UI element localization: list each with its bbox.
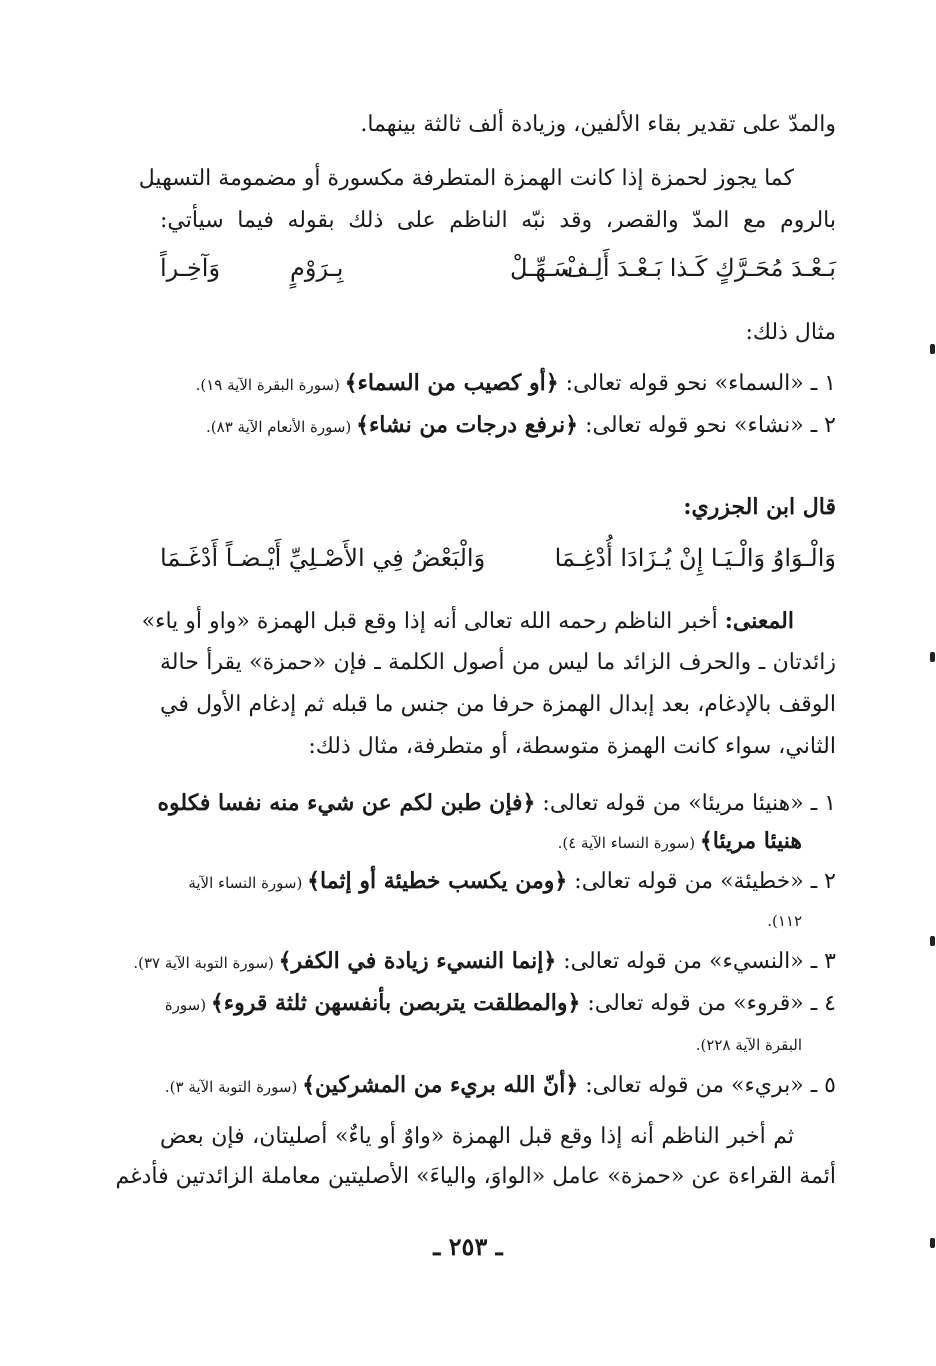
entry-1-line-2 <box>558 826 802 858</box>
margin-mark <box>930 936 935 946</box>
example-1-quote: ﴿أو كصيب من السماء﴾ <box>344 370 559 396</box>
entry-2-line-1 <box>188 866 836 898</box>
text-line-3: بالروم مع المدّ والقصر، وقد نبّه الناظم على ذلك بقوله فيما سيأتي: <box>160 208 836 233</box>
entry-5-quote: ﴿أنّ الله بريء من المشركين﴾ <box>302 1072 579 1098</box>
entry-4-prefix: ٤ ـ «قروء» من قوله تعالى: <box>580 991 836 1016</box>
verse-1-middle: سَـهِّـلْ <box>510 254 574 282</box>
entry-1-prefix: ١ ـ «هنيئا مريئا» من قوله تعالى: <box>535 791 836 816</box>
example-1-prefix: ١ ـ «السماء» نحو قوله تعالى: <box>558 371 836 396</box>
entry-4-line-1 <box>165 988 836 1020</box>
example-2 <box>206 410 836 442</box>
example-2-prefix: ٢ ـ «نشاء» نحو قوله تعالى: <box>578 413 836 438</box>
entry-4-ref-a: (سورة <box>164 996 211 1014</box>
meaning-line-1 <box>141 606 836 637</box>
entry-1-quote-a: ﴿فإن طبن لكم عن شيء منه نفسا فكلوه <box>157 790 536 816</box>
margin-mark <box>930 652 935 662</box>
final-line-1: ثم أخبر الناظم أنه إذا وقع قبل الهمزة «واوٌ أو ياءٌ» أصليتان، فإن بعض <box>160 1124 794 1149</box>
margin-mark <box>930 1238 935 1248</box>
text-line-1: والمدّ على تقدير بقاء الألفين، وزيادة ألف ثالثة بينهما. <box>360 112 836 137</box>
entry-4-ref-b: البقرة الآية ٢٢٨). <box>695 1036 802 1054</box>
entry-2-prefix: ٢ ـ «خطيئة» من قوله تعالى: <box>567 869 836 894</box>
example-intro: مثال ذلك: <box>745 320 836 345</box>
margin-mark <box>930 344 935 354</box>
entry-2-ref-a: (سورة النساء الآية <box>188 874 308 892</box>
entry-3 <box>133 946 836 978</box>
meaning-line-2: زائدتان ـ والحرف الزائد ما ليس من أصول الكلمة ـ فإن «حمزة» يقرأ حالة <box>160 650 836 675</box>
entry-4-quote: ﴿والمطلقت يتربصن بأنفسهن ثلثة قروء﴾ <box>210 990 581 1016</box>
entry-1-ref: (سورة النساء الآية ٤). <box>557 834 700 852</box>
final-line-2: أئمة القراءة عن «حمزة» عامل «الواوَ، والياءَ» الأصليتين معاملة الزائدتين فأدغم <box>115 1164 836 1189</box>
verse-1-left-b: وَآخِـراً <box>160 254 221 282</box>
verse-2-right: وَالْـوَاوُ وَالْـيَـا إِنْ يُـزَادَا أُدْغِـمَا <box>554 544 836 572</box>
entry-5-prefix: ٥ ـ «بريء» من قوله تعالى: <box>578 1073 836 1098</box>
example-2-quote: ﴿نرفع درجات من نشاء﴾ <box>356 412 579 438</box>
example-1-ref: (سورة البقرة الآية ١٩). <box>195 376 345 394</box>
page-number: ـ ٢٥٣ ـ <box>433 1232 503 1261</box>
entry-3-quote: ﴿إنما النسيء زيادة في الكفر﴾ <box>278 948 557 974</box>
meaning-line-1-text: أخبر الناظم رحمه الله تعالى أنه إذا وقع قبل الهمزة «واو أو ياء» <box>141 609 725 634</box>
entry-2-ref-b: ١١٢). <box>767 912 802 930</box>
text-line-2: كما يجوز لحمزة إذا كانت الهمزة المتطرفة مكسورة أو مضمومة التسهيل <box>138 166 794 191</box>
entry-1-quote-b: هنيئا مريئا﴾ <box>699 828 802 854</box>
section-heading: قال ابن الجزري: <box>683 494 836 520</box>
verse-1-right: بَـعْـدَ مُحَـرَّكٍ كَـذا بَـعْـدَ أَلِـفْ <box>563 254 836 282</box>
entry-5-ref: (سورة التوبة الآية ٣). <box>164 1078 303 1096</box>
entry-3-prefix: ٣ ـ «النسيء» من قوله تعالى: <box>556 949 836 974</box>
example-2-ref: (سورة الأنعام الآية ٨٣). <box>206 418 357 436</box>
meaning-line-4: الثاني، سواء كانت الهمزة متوسطة، أو متطرفة، مثال ذلك: <box>308 734 836 759</box>
entry-1-line-1 <box>157 788 836 819</box>
verse-1-left-a: بِـرَوْمٍ <box>290 254 344 282</box>
entry-3-ref: (سورة التوبة الآية ٣٧). <box>133 954 279 972</box>
verse-2-left: وَالْبَعْضُ فِي الأَصْـلِيِّ أَيْـضـاً أَدْغَـمَا <box>160 544 486 572</box>
meaning-label: المعنى: <box>724 608 794 634</box>
entry-5 <box>165 1070 836 1102</box>
example-1 <box>196 368 836 400</box>
entry-2-quote: ﴿ومن يكسب خطيئة أو إثما﴾ <box>307 868 568 894</box>
meaning-line-3: الوقف بالإدغام، بعد إبدال الهمزة حرفا من جنس ما قبله ثم إدغام الأول في <box>160 692 836 717</box>
